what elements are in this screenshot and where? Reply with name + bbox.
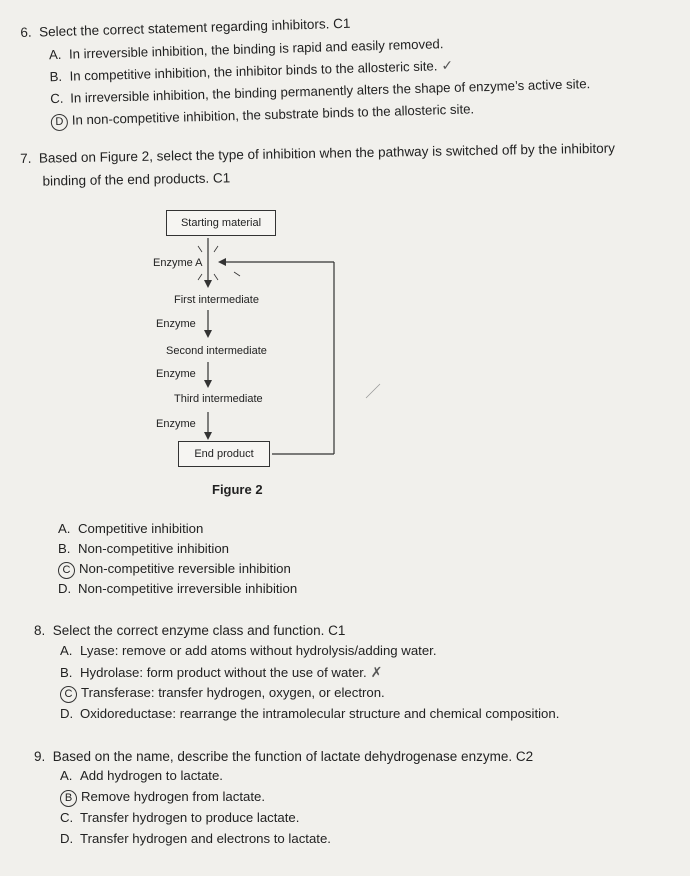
q8-option-d-letter: D.	[60, 706, 74, 721]
q8-stem-text: Select the correct enzyme class and function. C1	[52, 623, 346, 638]
q9-number: 9.	[34, 749, 46, 764]
q7-stem-line-2	[42, 169, 230, 190]
q9-stem	[34, 748, 533, 766]
q7-stem-text-2: binding of the end products. C1	[42, 170, 231, 189]
q8-option-b-text: Hydrolase: form product without the use of water.	[80, 665, 367, 680]
q9-option-d-text: Transfer hydrogen and electrons to lactate.	[80, 831, 331, 846]
q9-option-c[interactable]	[60, 810, 299, 825]
q7-number: 7.	[20, 150, 32, 166]
q6-option-a-text: In irreversible inhibition, the binding is rapid and easily removed.	[68, 36, 444, 62]
q9-option-a[interactable]	[60, 768, 223, 783]
q8-option-a-text: Lyase: remove or add atoms without hydrolysis/adding water.	[80, 643, 437, 658]
enzyme-a-label: Enzyme A	[153, 257, 203, 269]
q9-option-a-letter: A.	[60, 768, 73, 783]
end-product-label: End product	[194, 448, 254, 460]
q6-option-d-text: In non-competitive inhibition, the substrate binds to the allosteric site.	[71, 101, 475, 128]
q9-option-d[interactable]	[60, 831, 331, 846]
second-intermediate-label: Second intermediate	[166, 345, 267, 357]
q9-stem-text: Based on the name, describe the function of lactate dehydrogenase enzyme. C2	[52, 749, 534, 764]
q9-option-a-text: Add hydrogen to lactate.	[80, 768, 223, 783]
q9-option-b-text: Remove hydrogen from lactate.	[81, 789, 265, 804]
cross-mark-icon: ✗	[370, 664, 383, 680]
q6-option-c-text: In irreversible inhibition, the binding permanently alters the shape of enzyme’s active site.	[69, 76, 591, 106]
q6-option-a-letter: A.	[48, 46, 62, 63]
q7-option-c-circled-letter: C	[58, 562, 75, 579]
q9-option-c-text: Transfer hydrogen to produce lactate.	[80, 810, 300, 825]
q8-option-b[interactable]	[60, 664, 382, 681]
q7-option-c[interactable]	[58, 561, 291, 579]
q8-option-a-letter: A.	[60, 643, 73, 658]
q7-option-d[interactable]	[58, 581, 297, 596]
q9-option-b[interactable]	[60, 789, 265, 807]
q6-option-b-text: In competitive inhibition, the inhibitor binds to the allosteric site.	[69, 58, 438, 84]
question-7	[0, 0, 690, 200]
q7-stem-line-1	[20, 140, 615, 168]
check-mark-icon: ✓	[441, 56, 454, 74]
enzyme-1-label: Enzyme	[156, 318, 196, 330]
figure-caption: Figure 2	[212, 482, 263, 497]
q6-option-c-letter: C.	[49, 90, 64, 107]
q6-option-b-letter: B.	[49, 68, 63, 85]
q7-option-a-text: Competitive inhibition	[78, 521, 204, 536]
q7-option-c-text: Non-competitive reversible inhibition	[79, 561, 291, 576]
q6-stem-text: Select the correct statement regarding inhibitors. C1	[38, 15, 351, 40]
q8-option-c-circled-letter: C	[60, 686, 77, 703]
end-product-box	[178, 441, 270, 467]
q6-number: 6.	[20, 24, 32, 40]
q7-option-d-letter: D.	[58, 581, 72, 596]
q8-stem	[34, 622, 345, 640]
q8-option-d-text: Oxidoreductase: rearrange the intramolecular structure and chemical composition.	[80, 706, 560, 721]
q8-option-b-letter: B.	[60, 665, 73, 680]
q7-option-d-text: Non-competitive irreversible inhibition	[78, 581, 298, 596]
third-intermediate-label: Third intermediate	[174, 393, 263, 405]
q8-option-c[interactable]	[60, 685, 385, 703]
q8-option-d[interactable]	[60, 706, 559, 721]
q7-option-b-text: Non-competitive inhibition	[78, 541, 229, 556]
q8-number: 8.	[34, 623, 46, 638]
q8-option-c-text: Transferase: transfer hydrogen, oxygen, or electron.	[81, 685, 385, 700]
q6-option-d-circled-letter: D	[51, 114, 68, 131]
q7-stem-text-1: Based on Figure 2, select the type of inhibition when the pathway is switched off by the inhibitory	[38, 140, 616, 166]
q9-option-c-letter: C.	[60, 810, 74, 825]
first-intermediate-label: First intermediate	[174, 294, 259, 306]
q9-option-d-letter: D.	[60, 831, 74, 846]
q7-option-b[interactable]	[58, 541, 229, 556]
q7-option-a-letter: A.	[58, 521, 71, 536]
starting-material-box	[166, 210, 276, 236]
enzyme-3-label: Enzyme	[156, 418, 196, 430]
q7-option-b-letter: B.	[58, 541, 71, 556]
starting-material-label: Starting material	[180, 217, 262, 229]
enzyme-2-label: Enzyme	[156, 368, 196, 380]
q8-option-a[interactable]	[60, 643, 437, 658]
q9-option-b-circled-letter: B	[60, 790, 77, 807]
q7-option-a[interactable]	[58, 521, 203, 536]
